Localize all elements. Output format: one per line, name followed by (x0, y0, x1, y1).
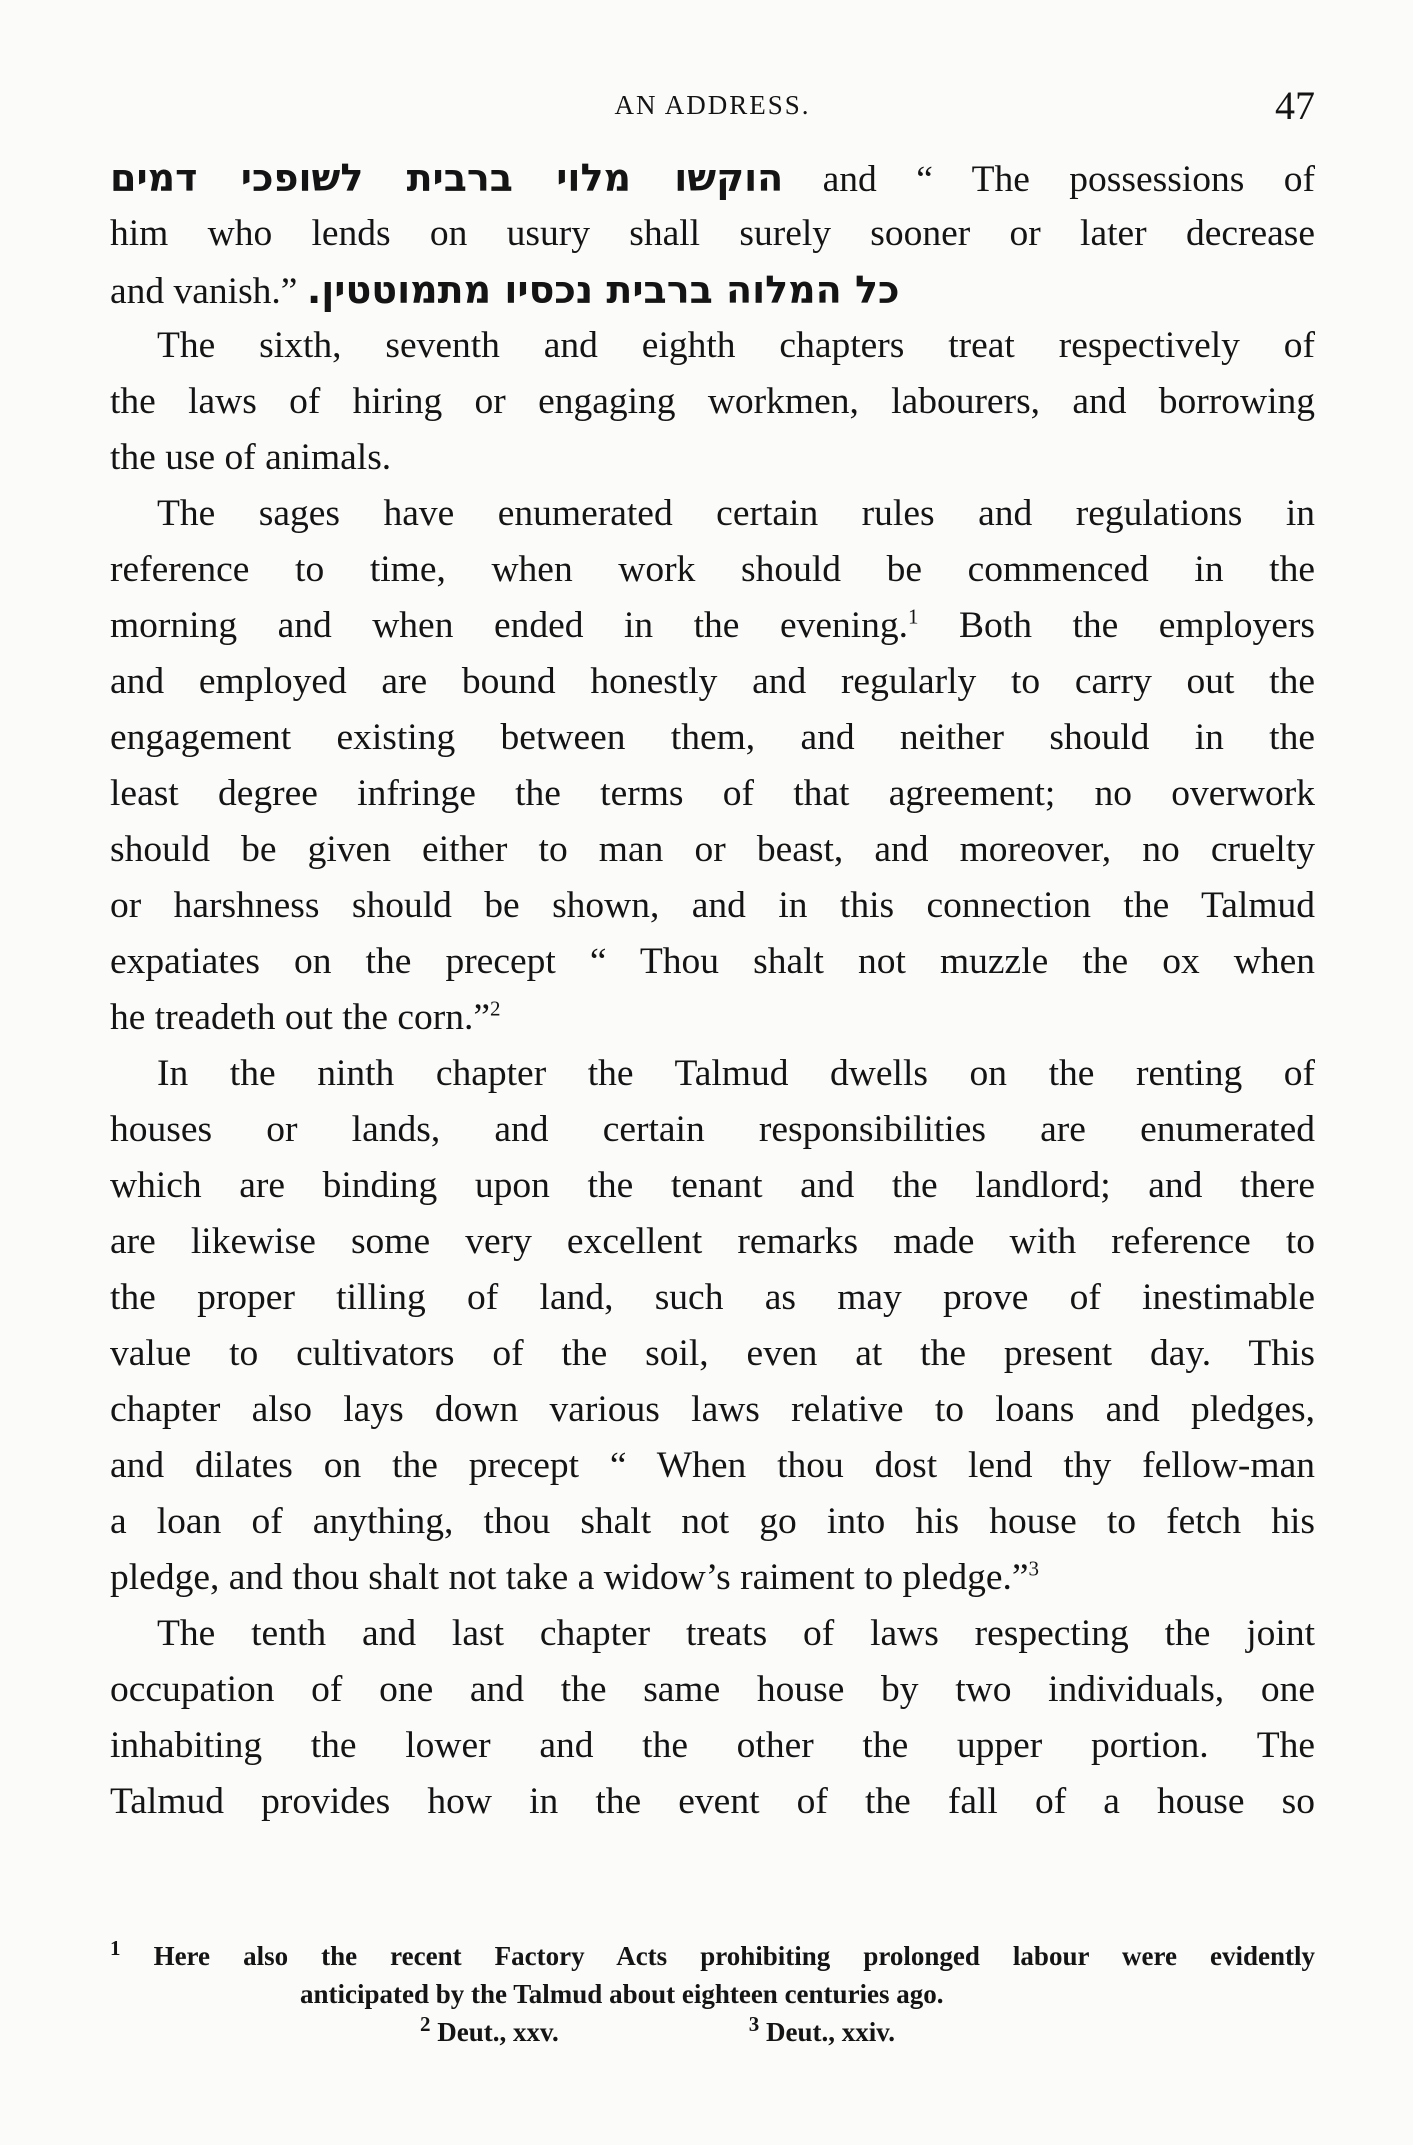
hebrew-quote-2: כל המלוה ברבית נכסיו מתמוטטין. (306, 268, 900, 312)
text-line-24: and dilates on the precept “ When thou dost lend thy fellow-man (110, 1445, 1315, 1486)
footnote-mark-3: 3 (748, 2012, 760, 2036)
footnote-mark-2: 2 (420, 2012, 431, 2036)
paragraph-start: The tenth and last chapter treats of laws respecting the joint (157, 1613, 1315, 1654)
text-line-5: the laws of hiring or engaging workmen, labourers, and borrowing (110, 381, 1315, 422)
text-line-20: are likewise some very excellent remarks made with reference to (110, 1221, 1315, 1262)
paragraph-start: The sixth, seventh and eighth chapters treat respectively of (157, 325, 1315, 366)
running-head: AN ADDRESS. (614, 90, 811, 120)
text-line-23: chapter also lays down various laws relative to loans and pledges, (110, 1389, 1315, 1430)
footnotes-2-3 (110, 2013, 1315, 2051)
footnote-ref-3: 3 (1028, 1556, 1040, 1581)
text-line-1: הוקשו מלוי ברבית לשופכי דמים and “ The possessions of (110, 156, 1315, 200)
page-header (110, 82, 1315, 132)
footnote-ref-2: 2 (490, 996, 501, 1021)
footnote-1-continued: anticipated by the Talmud about eighteen centuries ago. (300, 1979, 944, 2009)
text-line-30: Talmud provides how in the event of the fall of a house so (110, 1781, 1315, 1822)
text-line-15: expatiates on the precept “ Thou shalt not muzzle the ox when (110, 941, 1315, 982)
text-line-13: should be given either to man or beast, and moreover, no cruelty (110, 829, 1315, 870)
footnotes (110, 1937, 1315, 2051)
body-text (110, 150, 1315, 1830)
text-line-9: morning and when ended in the evening.$^1$ Both the employers (110, 604, 1315, 646)
text-line-21: the proper tilling of land, such as may prove of inestimable (110, 1277, 1315, 1318)
footnote-mark-1: 1 (110, 1936, 121, 1960)
text-line-3: and vanish.” כל המלוה ברבית נכסיו מתמוטטין. (110, 268, 900, 312)
text-line-8: reference to time, when work should be commenced in the (110, 549, 1315, 590)
paragraph-start: The sages have enumerated certain rules and regulations in (157, 493, 1315, 534)
text-line-11: engagement existing between them, and neither should in the (110, 717, 1315, 758)
text-line-6: the use of animals. (110, 437, 392, 478)
text-line-2: him who lends on usury shall surely sooner or later decrease (110, 213, 1315, 254)
text-line-19: which are binding upon the tenant and the landlord; and there (110, 1165, 1315, 1206)
text-line-12: least degree infringe the terms of that agreement; no overwork (110, 773, 1315, 814)
text-line-14: or harshness should be shown, and in this connection the Talmud (110, 885, 1315, 926)
text-line-25: a loan of anything, thou shalt not go into his house to fetch his (110, 1501, 1315, 1542)
footnote-1: $^1$ Here also the recent Factory Acts prohibiting prolonged labour were evidently (110, 1936, 1316, 1971)
footnote-ref-1: 1 (908, 604, 919, 629)
text-line-22: value to cultivators of the soil, even at the present day. This (110, 1333, 1315, 1374)
hebrew-quote-1: הוקשו מלוי ברבית לשופכי דמים (110, 156, 784, 200)
footnote-2: Deut., xxv. (437, 2017, 559, 2047)
text-line-26: pledge, and thou shalt not take a widow’s raiment to pledge.”$^3$ (110, 1556, 1040, 1598)
text-line-29: inhabiting the lower and the other the upper portion. The (110, 1725, 1315, 1766)
text-line-18: houses or lands, and certain responsibilities are enumerated (110, 1109, 1315, 1150)
footnote-3: Deut., xxiv. (766, 2017, 896, 2047)
text-line-16: he treadeth out the corn.”$^2$ (110, 996, 501, 1038)
text-line-28: occupation of one and the same house by two individuals, one (110, 1669, 1315, 1710)
paragraph-start: In the ninth chapter the Talmud dwells on the renting of (157, 1053, 1315, 1094)
page-number: 47 (1275, 83, 1315, 128)
text-line-10: and employed are bound honestly and regularly to carry out the (110, 661, 1315, 702)
